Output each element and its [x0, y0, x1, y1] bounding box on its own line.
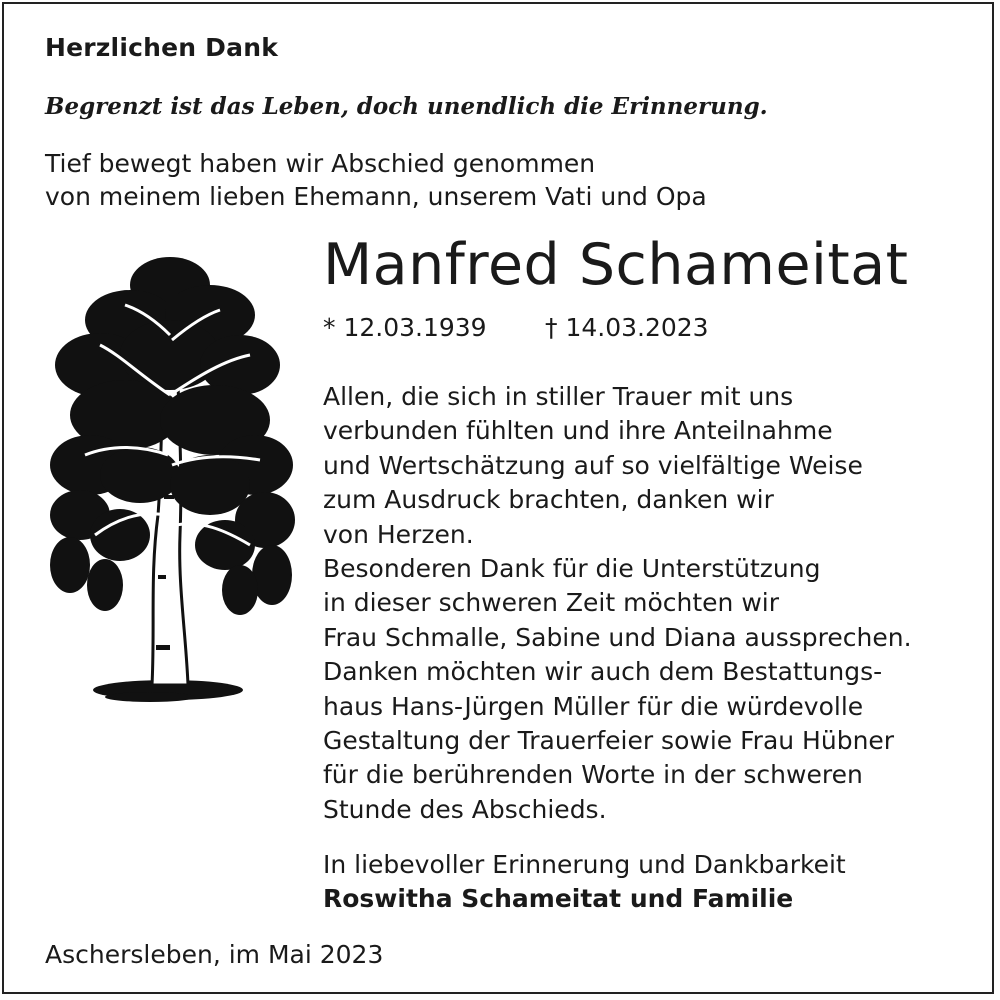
motto-quote: Begrenzt ist das Leben, doch unendlich die Erinnerung. [45, 93, 768, 120]
body-line: von Herzen. [323, 519, 474, 549]
body-line: Allen, die sich in stiller Trauer mit uns [323, 382, 794, 411]
body-line: Stunde des Abschieds. [323, 794, 607, 824]
birch-tree-icon [40, 245, 300, 715]
place-date: Aschersleben, im Mai 2023 [45, 940, 384, 969]
deceased-name: Manfred Schameitat [323, 232, 909, 298]
closing-block [323, 848, 846, 916]
intro-line: Tief bewegt haben wir Abschied genommen [45, 149, 596, 178]
intro-text [45, 147, 707, 213]
body-line: verbunden fühlten und ihre Anteilnahme [323, 416, 833, 446]
body-line: haus Hans-Jürgen Müller für die würdevolle [323, 691, 864, 721]
body-line: Besonderen Dank für die Unterstützung [323, 554, 821, 584]
life-dates [323, 313, 709, 342]
body-line: zum Ausdruck brachten, danken wir [323, 485, 774, 515]
body-line: Gestaltung der Trauerfeier sowie Frau Hübner [323, 726, 895, 756]
birth-date: * 12.03.1939 [323, 313, 487, 342]
signers-name: Roswitha Schameitat und Familie [323, 884, 794, 913]
body-line: in dieser schweren Zeit möchten wir [323, 588, 779, 618]
notice-heading: Herzlichen Dank [45, 33, 279, 62]
death-date: † 14.03.2023 [545, 313, 709, 342]
body-line: Danken möchten wir auch dem Bestattungs- [323, 657, 883, 687]
intro-line: von meinem lieben Ehemann, unserem Vati und Opa [45, 182, 707, 211]
closing-line: In liebevoller Erinnerung und Dankbarkeit [323, 850, 846, 879]
body-line: und Wertschätzung auf so vielfältige Weise [323, 450, 863, 480]
body-line: für die berührenden Worte in der schweren [323, 760, 863, 790]
body-line: Frau Schmalle, Sabine und Diana aussprechen. [323, 622, 912, 652]
thanks-text [323, 380, 912, 827]
